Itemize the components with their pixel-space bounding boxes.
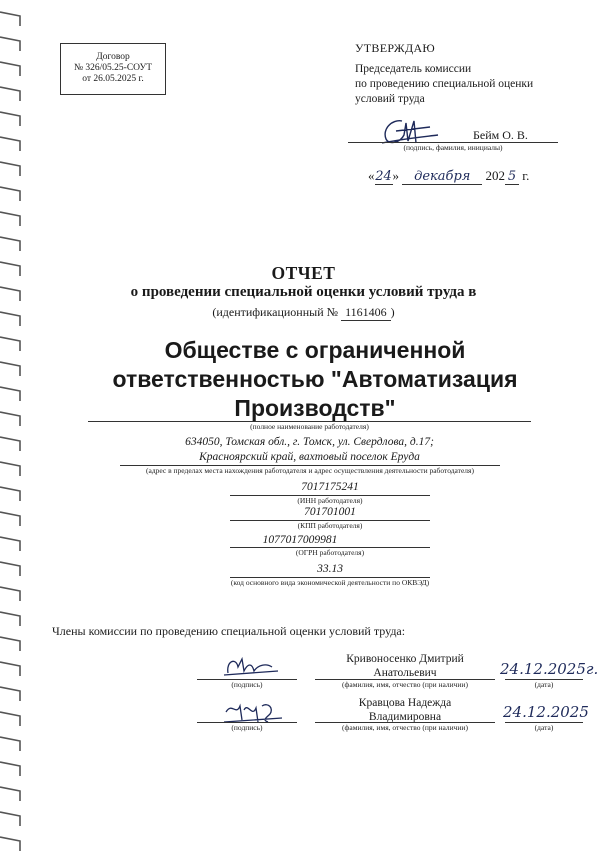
member1-name — [315, 652, 495, 680]
approval-block — [355, 41, 533, 107]
approval-role-line2: по проведению специальной оценки — [355, 78, 534, 90]
binding-ring — [0, 562, 20, 576]
binding-ring — [0, 437, 20, 451]
approval-role-line1: Председатель комиссии — [355, 63, 472, 75]
binding-ring — [0, 237, 20, 251]
binding-ring — [0, 362, 20, 376]
ogrn-value: 1077017009981 — [262, 534, 338, 546]
member2-name-caption: (фамилия, имя, отчество (при наличии) — [342, 723, 468, 732]
date-year-unit: г. — [522, 168, 530, 183]
member2-sign-caption: (подпись) — [231, 723, 263, 732]
contract-label: Договор — [96, 52, 130, 62]
company-caption: (полное наименование работодателя) — [250, 422, 369, 431]
member1-date-caption: (дата) — [534, 680, 554, 689]
address-line2: Красноярский край, вахтовый поселок Еруда — [199, 451, 420, 463]
company-name-line2: ответственностью "Автоматизация — [112, 366, 518, 392]
okved-value: 33.13 — [317, 563, 343, 575]
approval-date — [368, 168, 529, 185]
binding-ring — [0, 187, 20, 201]
binding-ring — [0, 537, 20, 551]
binding-ring — [0, 62, 20, 76]
binding-ring — [0, 687, 20, 701]
approval-role-line3: условий труда — [355, 93, 425, 105]
member1-name-caption: (фамилия, имя, отчество (при наличии) — [342, 680, 468, 689]
member1-name-line1: Кривоносенко Дмитрий — [346, 653, 464, 665]
binding-ring — [0, 487, 20, 501]
binding-ring — [0, 462, 20, 476]
member2-date-caption: (дата) — [534, 723, 554, 732]
member1-sign-caption: (подпись) — [231, 680, 263, 689]
spiral-binding — [0, 0, 30, 859]
binding-ring — [0, 137, 20, 151]
member1-date: 24.12.2025г. — [500, 660, 599, 678]
date-year-prefix: 202 — [485, 168, 505, 183]
date-year-suffix: 5 — [505, 169, 519, 185]
binding-ring — [0, 512, 20, 526]
binding-ring — [0, 162, 20, 176]
report-id-close: ) — [390, 305, 395, 319]
date-quote-close: » — [392, 168, 399, 183]
member2-name — [315, 696, 495, 724]
binding-ring — [0, 112, 20, 126]
binding-ring — [0, 762, 20, 776]
binding-ring — [0, 87, 20, 101]
binding-ring — [0, 412, 20, 426]
company-name-line1: Обществе с ограниченной — [164, 337, 466, 363]
inn-value: 7017175241 — [301, 481, 359, 493]
binding-ring — [0, 37, 20, 51]
ogrn-caption: (ОГРН работодателя) — [295, 548, 365, 557]
member1-name-line2: Анатольевич — [373, 667, 437, 679]
company-name — [80, 336, 550, 423]
approval-heading: УТВЕРЖДАЮ — [355, 41, 436, 55]
report-id — [0, 305, 607, 321]
report-subtitle: о проведении специальной оценки условий труда в — [130, 284, 477, 300]
commission-heading: Члены комиссии по проведению специальной оценки условий труда: — [52, 624, 406, 638]
binding-ring — [0, 212, 20, 226]
binding-ring — [0, 737, 20, 751]
report-id-label: (идентификационный № — [212, 305, 339, 319]
date-day: 24 — [375, 169, 392, 184]
address-caption: (адрес в пределах места нахождения работодателя и адрес осуществления деятельности работодателя) — [146, 466, 474, 475]
inn-caption: (ИНН работодателя) — [297, 496, 363, 505]
binding-ring — [0, 637, 20, 651]
okved-caption: (код основного вида экономической деятельности по ОКВЭД) — [230, 578, 430, 587]
company-name-line3: Производств" — [234, 395, 396, 421]
binding-ring — [0, 12, 20, 26]
report-id-value: 1161406 — [341, 305, 391, 321]
kpp-caption: (КПП работодателя) — [297, 521, 363, 530]
member1-signature — [222, 653, 282, 679]
binding-ring — [0, 587, 20, 601]
member2-name-line2: Владимировна — [368, 711, 442, 723]
contract-box — [60, 43, 166, 95]
binding-ring — [0, 787, 20, 801]
contract-date: от 26.05.2025 г. — [82, 74, 144, 84]
binding-ring — [0, 712, 20, 726]
chairman-caption: (подпись, фамилия, инициалы) — [403, 143, 503, 152]
binding-ring — [0, 812, 20, 826]
kpp-value: 701701001 — [304, 506, 356, 518]
binding-ring — [0, 337, 20, 351]
binding-ring — [0, 837, 20, 851]
date-quote-open: « — [368, 168, 375, 183]
chairman-name: Бейм О. В. — [473, 128, 528, 142]
binding-ring — [0, 387, 20, 401]
date-month: декабря — [402, 169, 482, 185]
contract-number: № 326/05.25-СОУТ — [73, 63, 153, 73]
member2-name-line1: Кравцова Надежда — [358, 697, 452, 709]
binding-ring — [0, 612, 20, 626]
member2-date: 24.12.2025 — [503, 703, 589, 721]
report-title: ОТЧЕТ — [271, 263, 336, 283]
binding-ring — [0, 662, 20, 676]
address-line1: 634050, Томская обл., г. Томск, ул. Свердлова, д.17; — [185, 436, 434, 448]
